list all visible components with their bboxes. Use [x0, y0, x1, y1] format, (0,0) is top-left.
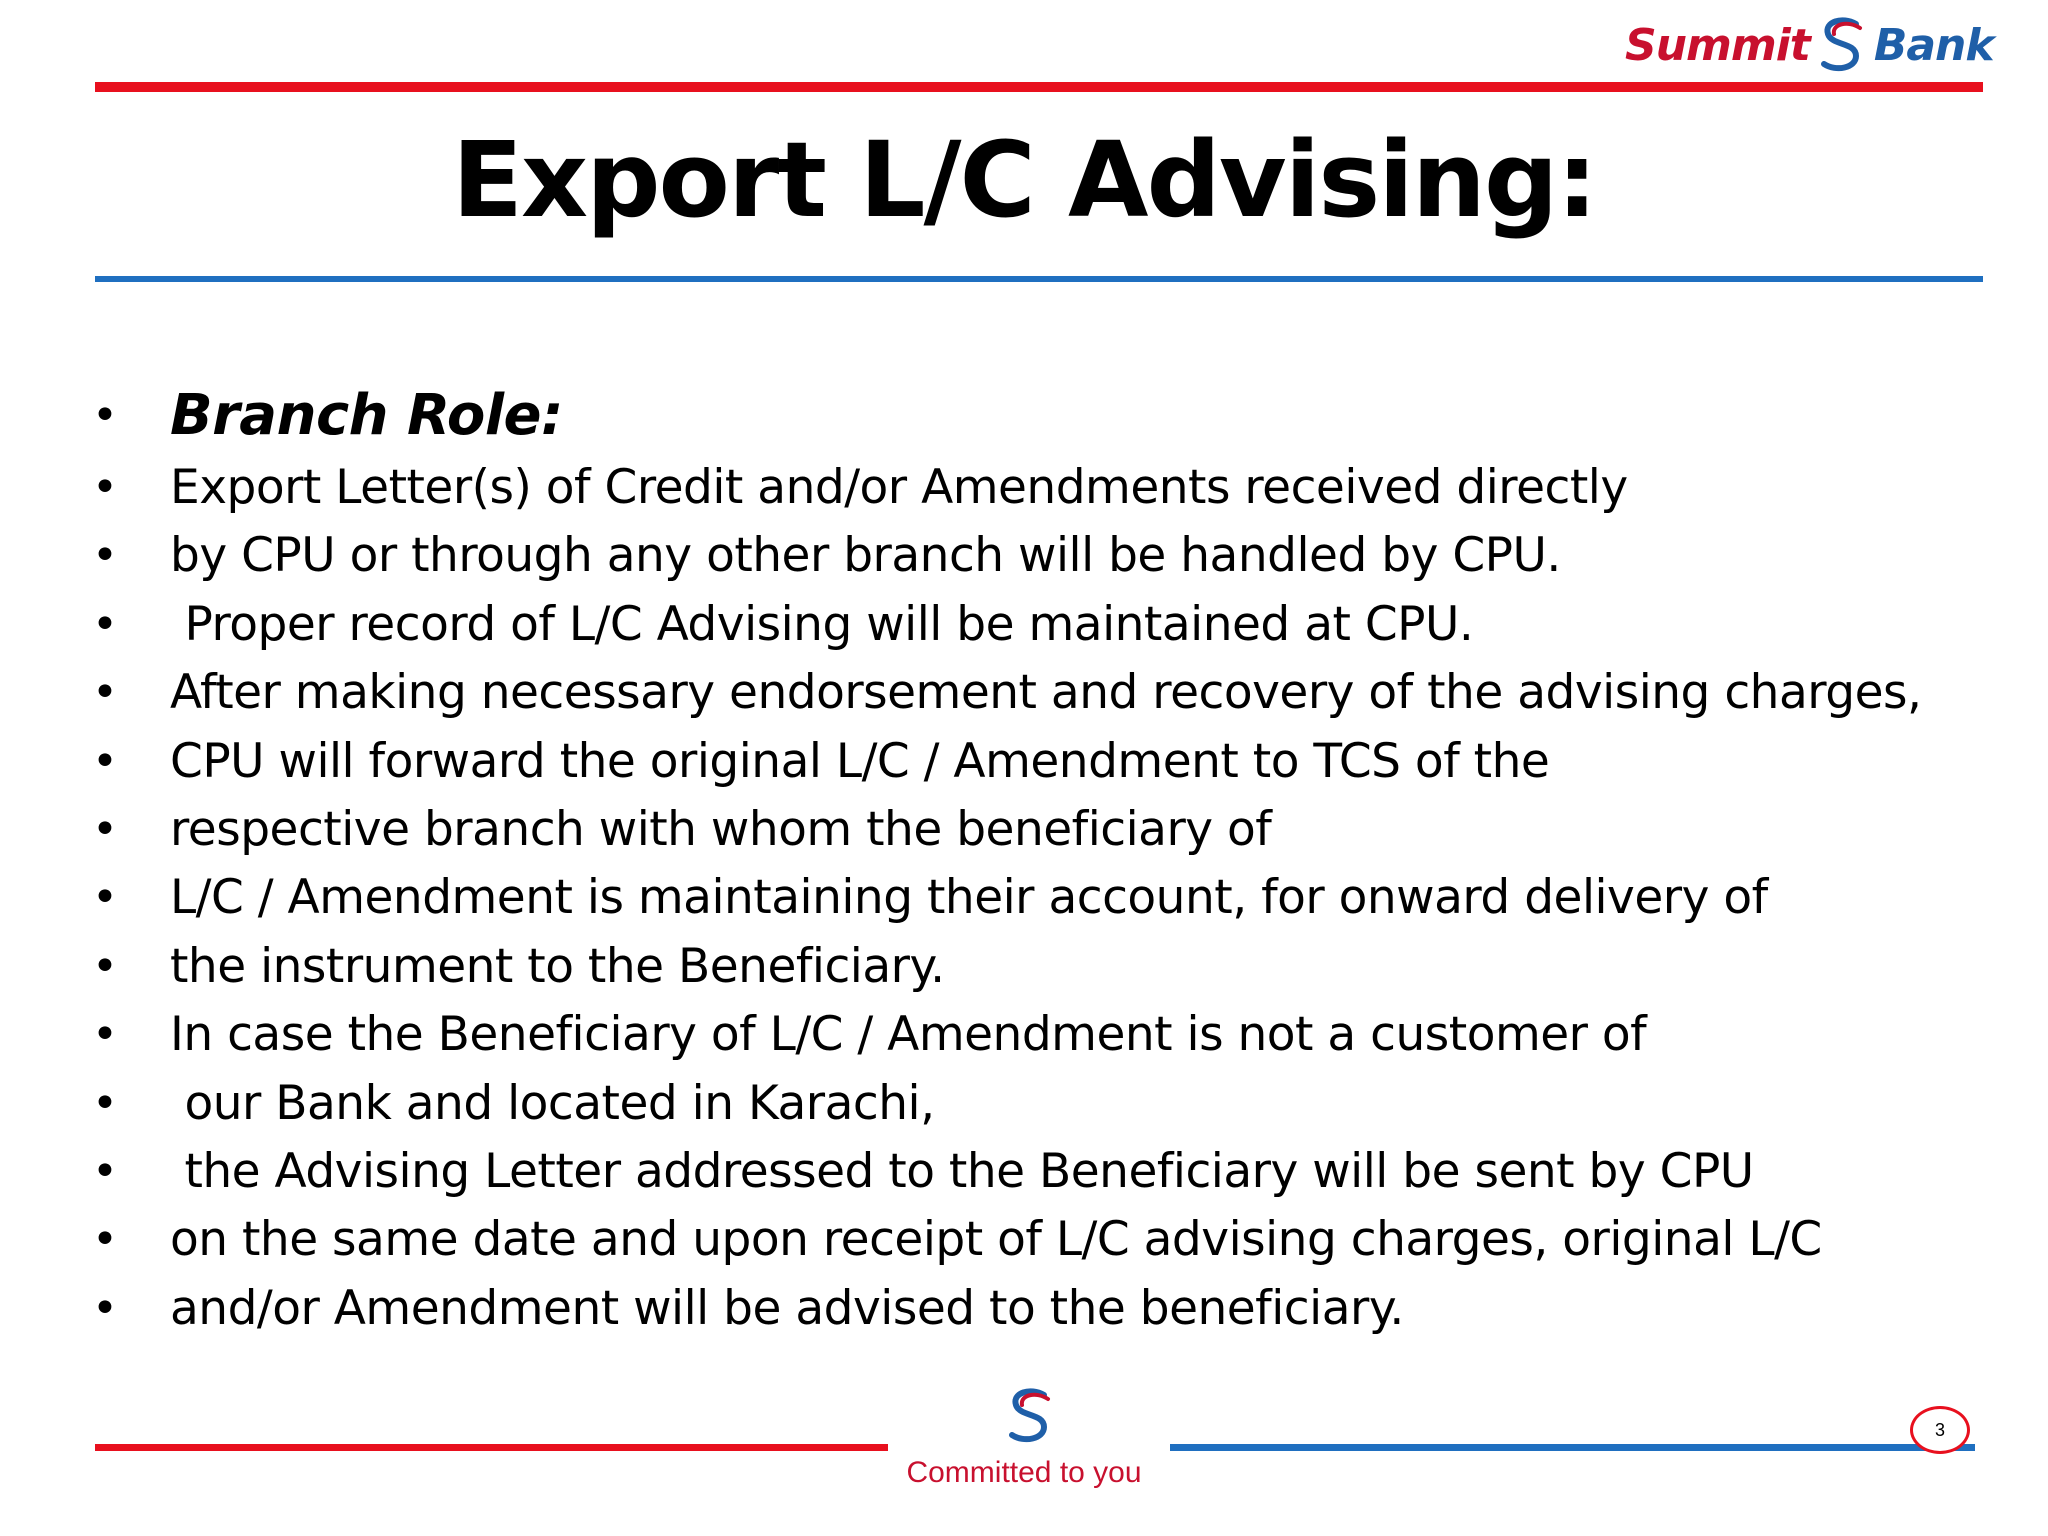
bullet-text: In case the Beneficiary of L/C / Amendment is not a customer of [170, 1007, 1647, 1063]
bullet-dot-icon: • [92, 598, 118, 650]
summit-s-logo-icon [1816, 14, 1868, 76]
bullet-text: Proper record of L/C Advising will be maintained at CPU. [170, 596, 1474, 652]
bullet-item [88, 454, 1988, 522]
bullet-text: the instrument to the Beneficiary. [170, 938, 945, 994]
bullet-text: Branch Role: [170, 383, 563, 448]
bullet-heading [88, 378, 1988, 454]
bullet-dot-icon: • [92, 735, 118, 787]
brand-name-left: Summit [1625, 19, 1810, 71]
bullet-text: After making necessary endorsement and recovery of the advising charges, [170, 665, 1922, 721]
bullet-text: our Bank and located in Karachi, [170, 1075, 935, 1131]
bullet-item [88, 1070, 1988, 1138]
brand-logo [1625, 10, 1994, 80]
bullet-text: the Advising Letter addressed to the Beneficiary will be sent by CPU [170, 1143, 1754, 1199]
bullet-item [88, 659, 1988, 727]
bullet-item [88, 1138, 1988, 1206]
bullet-text: respective branch with whom the beneficiary of [170, 801, 1272, 857]
page-number-badge: 3 [1910, 1406, 1970, 1454]
slide-title: Export L/C Advising: [451, 119, 1596, 241]
footer-red-rule [95, 1444, 888, 1451]
bullet-text: Export Letter(s) of Credit and/or Amendments received directly [170, 460, 1628, 515]
bullet-dot-icon: • [92, 1214, 118, 1266]
bullet-dot-icon: • [92, 1009, 118, 1061]
bullet-dot-icon: • [92, 462, 118, 513]
bullet-item [88, 864, 1988, 932]
bullet-item [88, 1001, 1988, 1069]
bullet-text: L/C / Amendment is maintaining their account, for onward delivery of [170, 870, 1768, 926]
bullet-dot-icon: • [92, 1282, 118, 1334]
bullet-dot-icon: • [92, 872, 118, 924]
bullet-item [88, 1275, 1988, 1343]
bullet-dot-icon: • [92, 530, 118, 582]
bullet-item [88, 522, 1988, 590]
title-blue-rule [95, 276, 1983, 282]
bullet-dot-icon: • [92, 667, 118, 719]
bullet-item [88, 728, 1988, 796]
bullet-dot-icon: • [92, 803, 118, 855]
footer-blue-rule [1170, 1444, 1975, 1451]
bullet-item [88, 933, 1988, 1001]
bullet-text: and/or Amendment will be advised to the beneficiary. [170, 1280, 1404, 1336]
summit-s-logo-icon [1000, 1385, 1060, 1445]
bullet-item [88, 591, 1988, 659]
bullet-dot-icon: • [92, 390, 118, 441]
bullet-item [88, 796, 1988, 864]
header-red-rule [95, 82, 1983, 92]
bullet-dot-icon: • [92, 1145, 118, 1197]
bullet-dot-icon: • [92, 940, 118, 992]
bullet-text: by CPU or through any other branch will be handled by CPU. [170, 528, 1561, 584]
footer-tagline: Committed to you [906, 1456, 1142, 1489]
brand-name-right: Bank [1873, 19, 1994, 71]
bullet-dot-icon: • [92, 1077, 118, 1129]
bullet-text: CPU will forward the original L/C / Amendment to TCS of the [170, 733, 1550, 789]
bullet-list [88, 378, 1988, 1343]
bullet-text: on the same date and upon receipt of L/C advising charges, original L/C [170, 1212, 1822, 1268]
bullet-item [88, 1206, 1988, 1274]
